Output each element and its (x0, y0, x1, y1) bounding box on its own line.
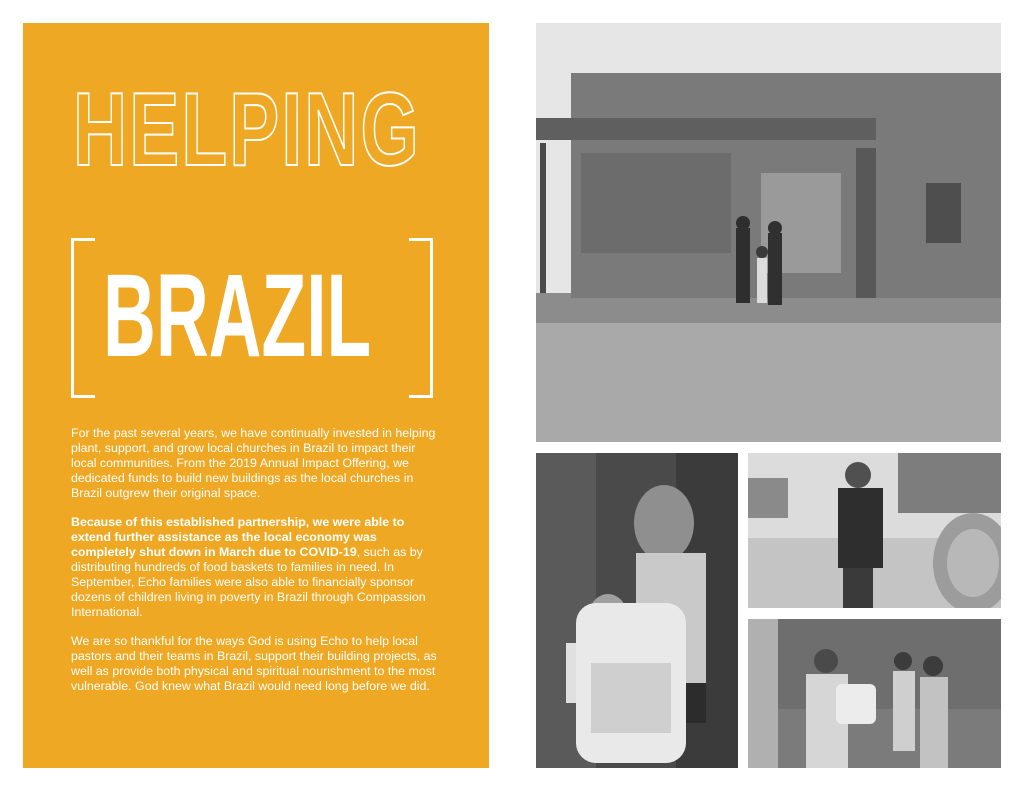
concrete-mixer-image (748, 453, 1001, 608)
headline-brazil-group (71, 238, 441, 408)
photo-family-food-baskets (748, 619, 1001, 768)
photo-food-basket (536, 453, 738, 768)
paragraph-3: We are so thankful for the ways God is using Echo to help local pastors and their teams in Brazil, support their building projects, as well as provide both physical and spiritual nourishment to the most vulnerable. God knew what Brazil would need long before we did. (71, 634, 437, 693)
paragraph-1: For the past several years, we have continually invested in helping plant, support, and grow local churches in Brazil to impact their local communities. From the 2019 Annual Impact Offering, we dedicated funds to build new buildings as the local churches in Brazil outgrew their original space. (71, 426, 436, 500)
headline-brazil: BRAZIL (103, 250, 372, 382)
paragraph-2-rest: , such as by distributing hundreds of food baskets to families in need. In September, Echo families were also able to financially sponsor dozens of children living in poverty in Brazil through Compassion International. (71, 545, 426, 619)
right-bracket (409, 238, 433, 398)
orange-text-panel (23, 23, 489, 768)
photo-concrete-mixer (748, 453, 1001, 608)
family-food-baskets-image (748, 619, 1001, 768)
construction-site-image (536, 23, 1001, 442)
food-basket-image (536, 453, 738, 768)
paragraph-2-bold: Because of this established partnership, we were able to extend further assistance as the local economy was completely shut down in March due to COVID-19 (71, 515, 405, 559)
body-text (71, 426, 443, 708)
left-bracket (71, 238, 95, 398)
headline-helping: HELPING (73, 72, 421, 188)
paragraph-2 (71, 515, 443, 620)
photo-construction-site (536, 23, 1001, 442)
